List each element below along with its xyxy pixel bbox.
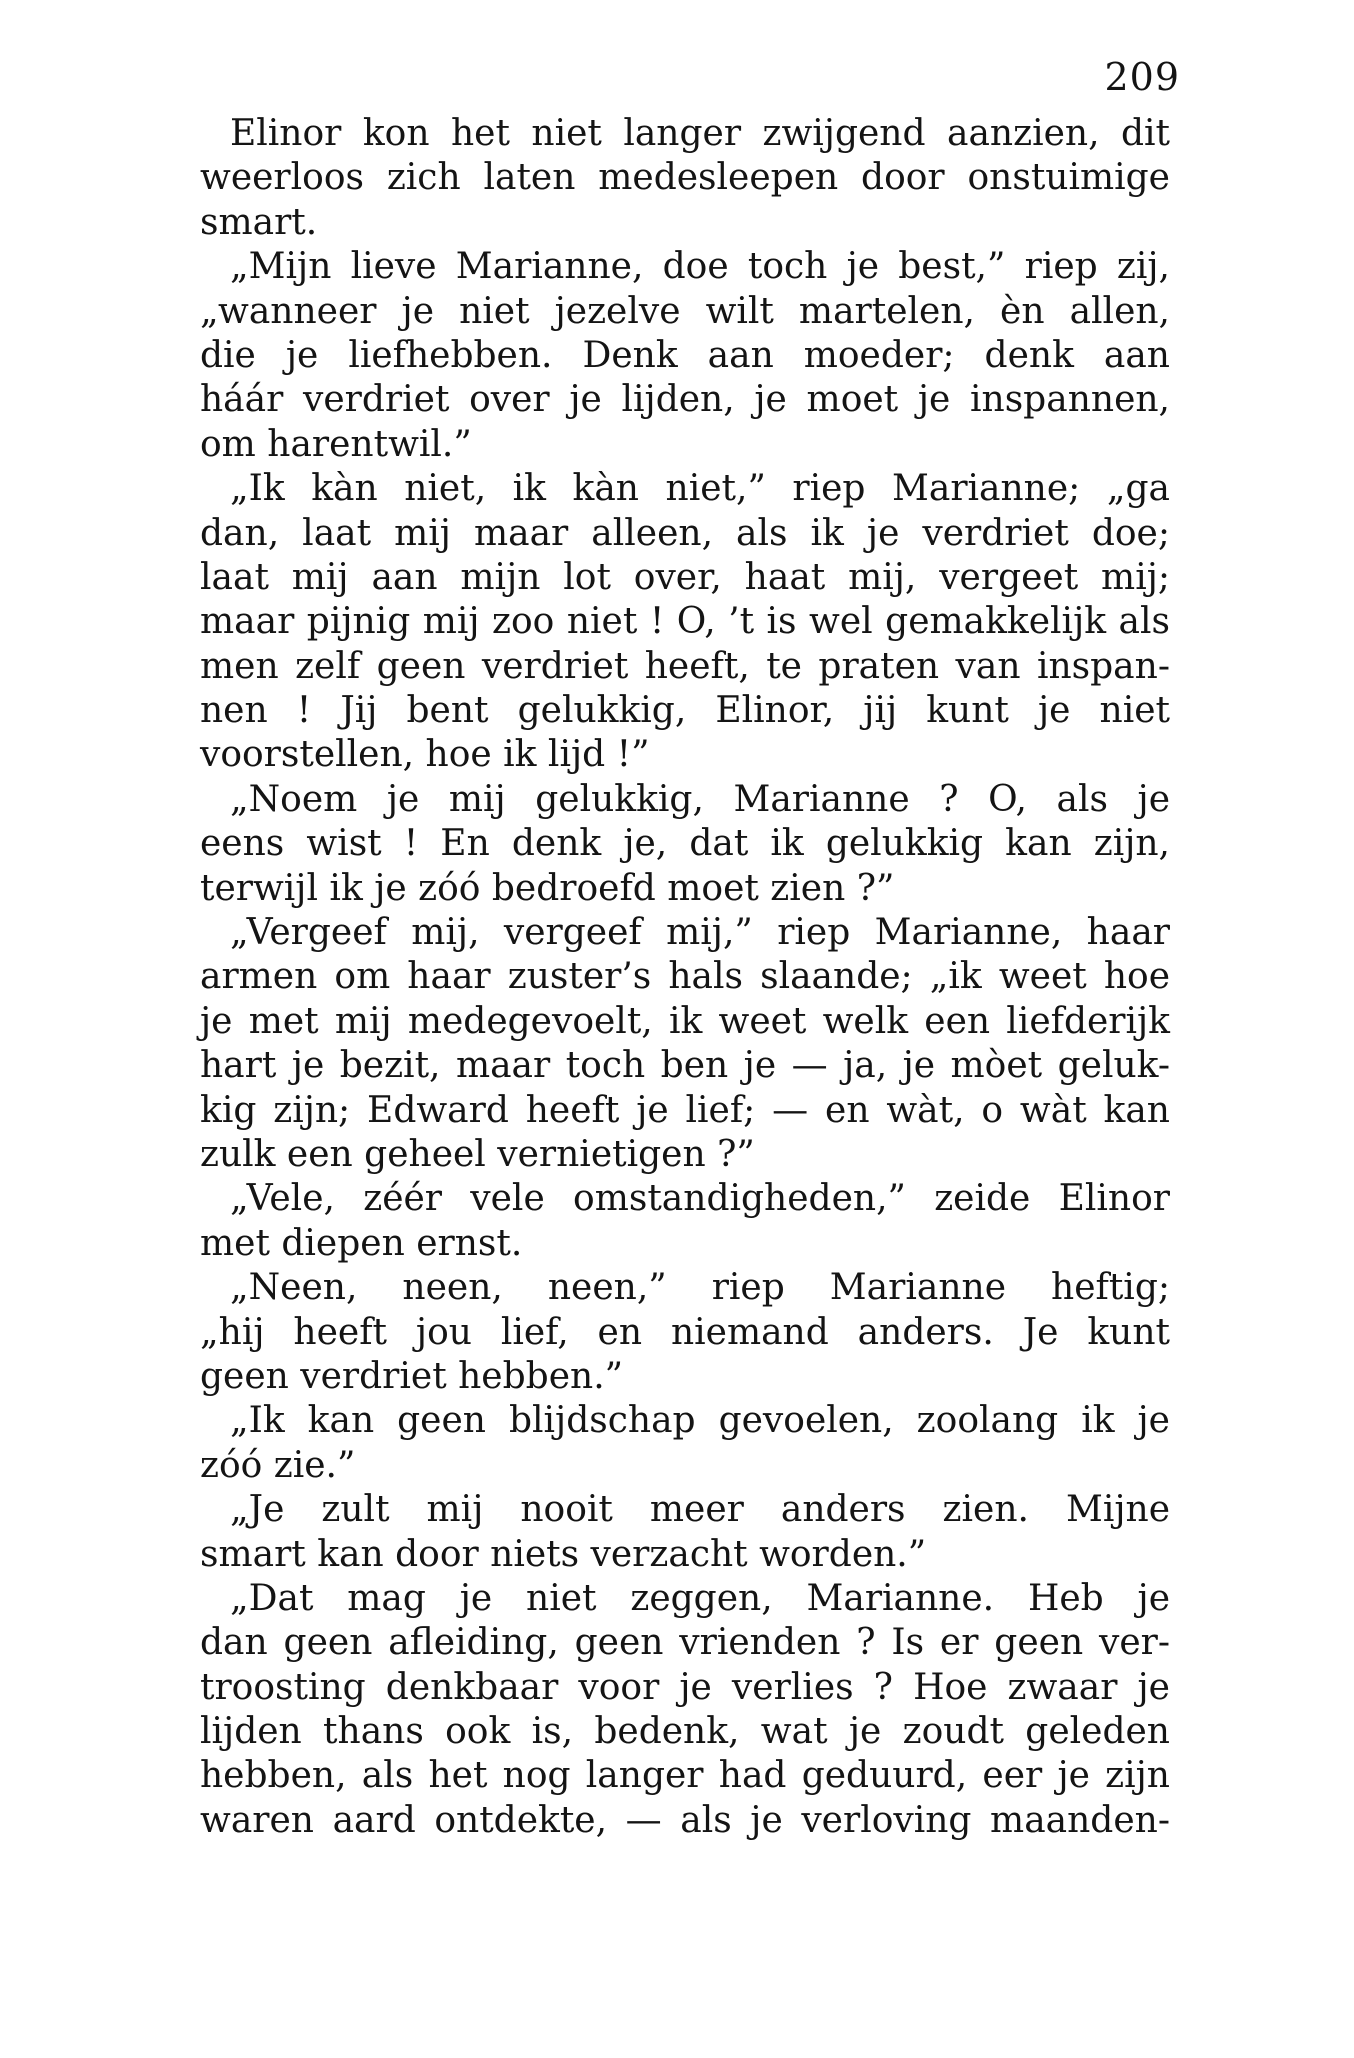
text-line: „Vergeef mij, vergeef mij,” riep Marianne, haar: [230, 912, 1170, 954]
text-line: weerloos zich laten medesleepen door onstuimige: [200, 157, 1170, 199]
text-line: waren aard ontdekte, — als je verloving maanden-: [200, 1799, 1170, 1841]
text-line: nen ! Jij bent gelukkig, Elinor, jij kunt je niet: [200, 690, 1170, 732]
text-line: laat mij aan mijn lot over, haat mij, vergeet mij;: [200, 556, 1170, 598]
text-line: „Mijn lieve Marianne, doe toch je best,” riep zij,: [230, 246, 1170, 288]
text-line: met diepen ernst.: [200, 1222, 523, 1264]
text-line: je met mij medegevoelt, ik weet welk een liefderijk: [200, 1000, 1170, 1042]
text-line: terwijl ik je zóó bedroefd moet zien ?”: [200, 867, 895, 909]
text-line: smart kan door niets verzacht worden.”: [200, 1533, 927, 1575]
text-line: zóó zie.”: [200, 1444, 356, 1486]
text-line: Elinor kon het niet langer zwijgend aanzien, dit: [230, 113, 1170, 154]
text-line: hart je bezit, maar toch ben je — ja, je mòet geluk-: [200, 1045, 1170, 1087]
page-number: 209: [1104, 55, 1180, 99]
text-line: „Noem je mij gelukkig, Marianne ? O, als je: [230, 778, 1170, 820]
body-text: [200, 112, 1170, 1843]
text-line: voorstellen, hoe ik lijd !”: [200, 734, 650, 776]
text-line: „Ik kan geen blijdschap gevoelen, zoolang ik je: [230, 1400, 1170, 1442]
text-line: armen om haar zuster’s hals slaande; „ik weet hoe: [200, 956, 1170, 998]
text-line: „Neen, neen, neen,” riep Marianne heftig;: [230, 1267, 1170, 1309]
text-line: lijden thans ook is, bedenk, wat je zoudt geleden: [200, 1711, 1170, 1753]
text-line: geen verdriet hebben.”: [200, 1355, 624, 1397]
text-line: „Vele, zéér vele omstandigheden,” zeide Elinor: [230, 1178, 1170, 1220]
text-line: dan, laat mij maar alleen, als ik je verdriet doe;: [200, 512, 1170, 554]
text-line: háár verdriet over je lijden, je moet je inspannen,: [200, 379, 1170, 421]
text-line: smart.: [200, 201, 318, 243]
text-line: dan geen afleiding, geen vrienden ? Is er geen ver-: [200, 1622, 1170, 1664]
text-line: „Ik kàn niet, ik kàn niet,” riep Marianne; „ga: [230, 468, 1170, 510]
text-line: men zelf geen verdriet heeft, te praten van inspan-: [200, 645, 1170, 687]
text-line: maar pijnig mij zoo niet ! O, ’t is wel gemakkelijk als: [200, 601, 1170, 643]
text-line: troosting denkbaar voor je verlies ? Hoe zwaar je: [200, 1666, 1170, 1708]
text-line: „Dat mag je niet zeggen, Marianne. Heb je: [230, 1577, 1170, 1619]
text-line: „hij heeft jou lief, en niemand anders. Je kunt: [200, 1311, 1170, 1353]
text-line: om harentwil.”: [200, 423, 472, 465]
text-line: „Je zult mij nooit meer anders zien. Mijne: [230, 1489, 1170, 1531]
text-line: die je liefhebben. Denk aan moeder; denk aan: [200, 334, 1170, 376]
text-line: kig zijn; Edward heeft je lief; — en wàt, o wàt kan: [200, 1089, 1170, 1131]
text-line: eens wist ! En denk je, dat ik gelukkig kan zijn,: [200, 823, 1170, 865]
text-line: hebben, als het nog langer had geduurd, eer je zijn: [200, 1755, 1170, 1797]
text-line: zulk een geheel vernietigen ?”: [200, 1133, 755, 1175]
text-line: „wanneer je niet jezelve wilt martelen, èn allen,: [200, 290, 1170, 332]
